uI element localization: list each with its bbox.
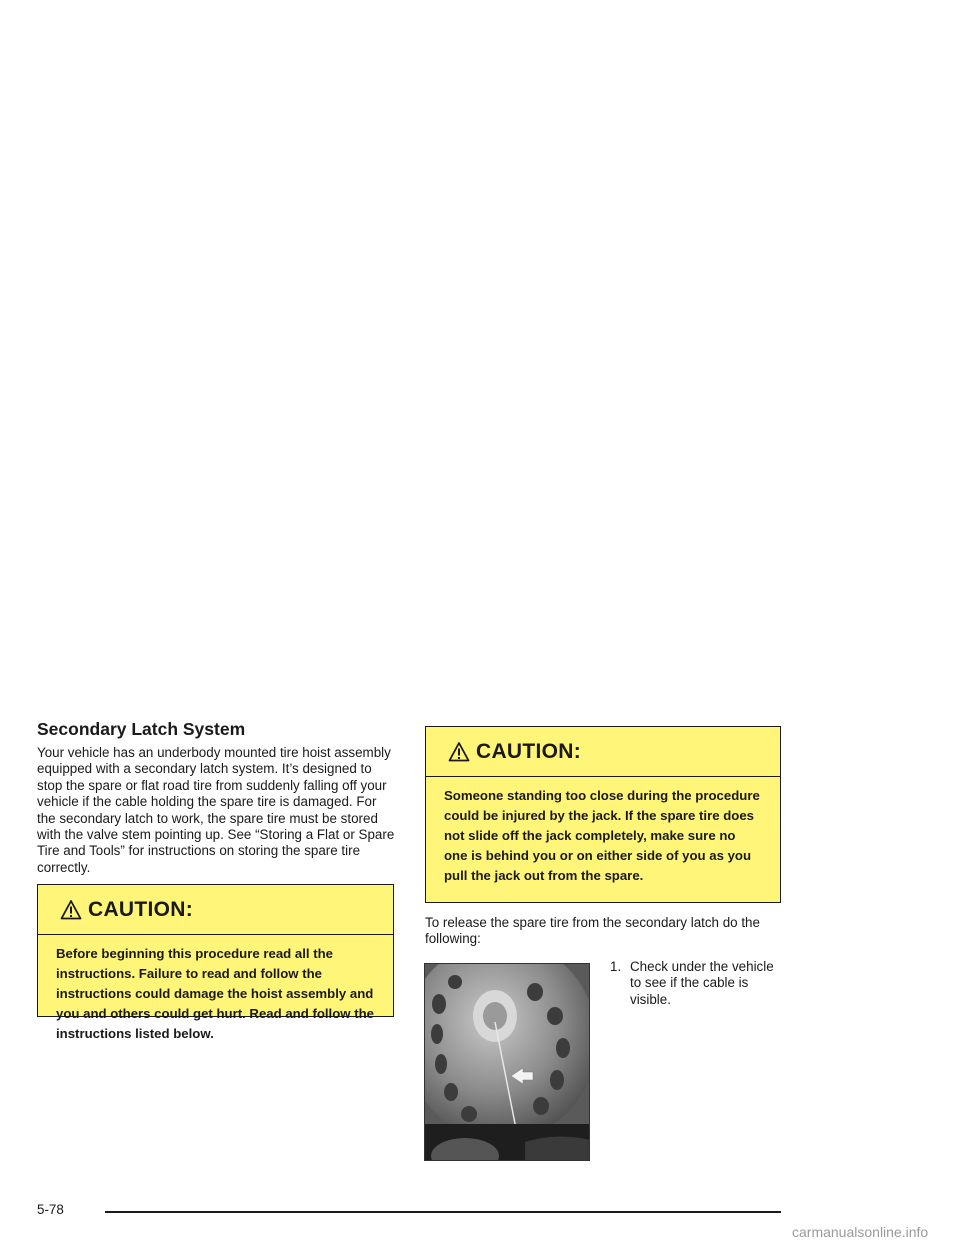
intro-paragraph: Your vehicle has an underbody mounted tire hoist assembly equipped with a secondary latch system. It’s designed to stop the spare or flat road tire from suddenly falling off your vehicle if the cable holding the spare tire is damaged. For the secondary latch to work, the spare tire must be stored with the valve stem pointing up. See “Storing a Flat or Spare Tire and Tools” for instructions on storing the spare tire correctly. bbox=[37, 745, 395, 875]
release-instructions: To release the spare tire from the secondary latch do the following: bbox=[425, 915, 760, 947]
step-number: 1. bbox=[610, 959, 622, 974]
caution-title: CAUTION: bbox=[476, 739, 582, 763]
warning-triangle-icon bbox=[448, 741, 470, 763]
section-title: Secondary Latch System bbox=[37, 719, 246, 739]
caution-body: Before beginning this procedure read all the instructions. Failure to read and follow the instructions could damage the hoist assembly and you and others could get hurt. Read and follow the instructions listed below. bbox=[56, 946, 374, 1041]
warning-triangle-icon bbox=[60, 899, 82, 921]
spare-tire-cable-photo bbox=[424, 963, 590, 1161]
caution-box-jack bbox=[425, 726, 781, 903]
watermark-link[interactable]: carmanualsonline.info bbox=[792, 1224, 929, 1240]
step-text: Check under the vehicle to see if the cable is visible. bbox=[630, 959, 774, 1007]
caution-box-hoist bbox=[37, 884, 394, 1041]
caution-title: CAUTION: bbox=[88, 897, 194, 921]
caution-body: Someone standing too close during the procedure could be injured by the jack. If the spare tire does not slide off the jack completely, make sure no one is behind you or on either side of you as you pull the jack out from the spare. bbox=[444, 788, 760, 883]
caution-header bbox=[38, 885, 393, 935]
step-item bbox=[610, 959, 780, 1008]
page-number: 5-78 bbox=[37, 1202, 64, 1217]
footer-divider bbox=[105, 1211, 781, 1213]
caution-header bbox=[426, 727, 780, 777]
